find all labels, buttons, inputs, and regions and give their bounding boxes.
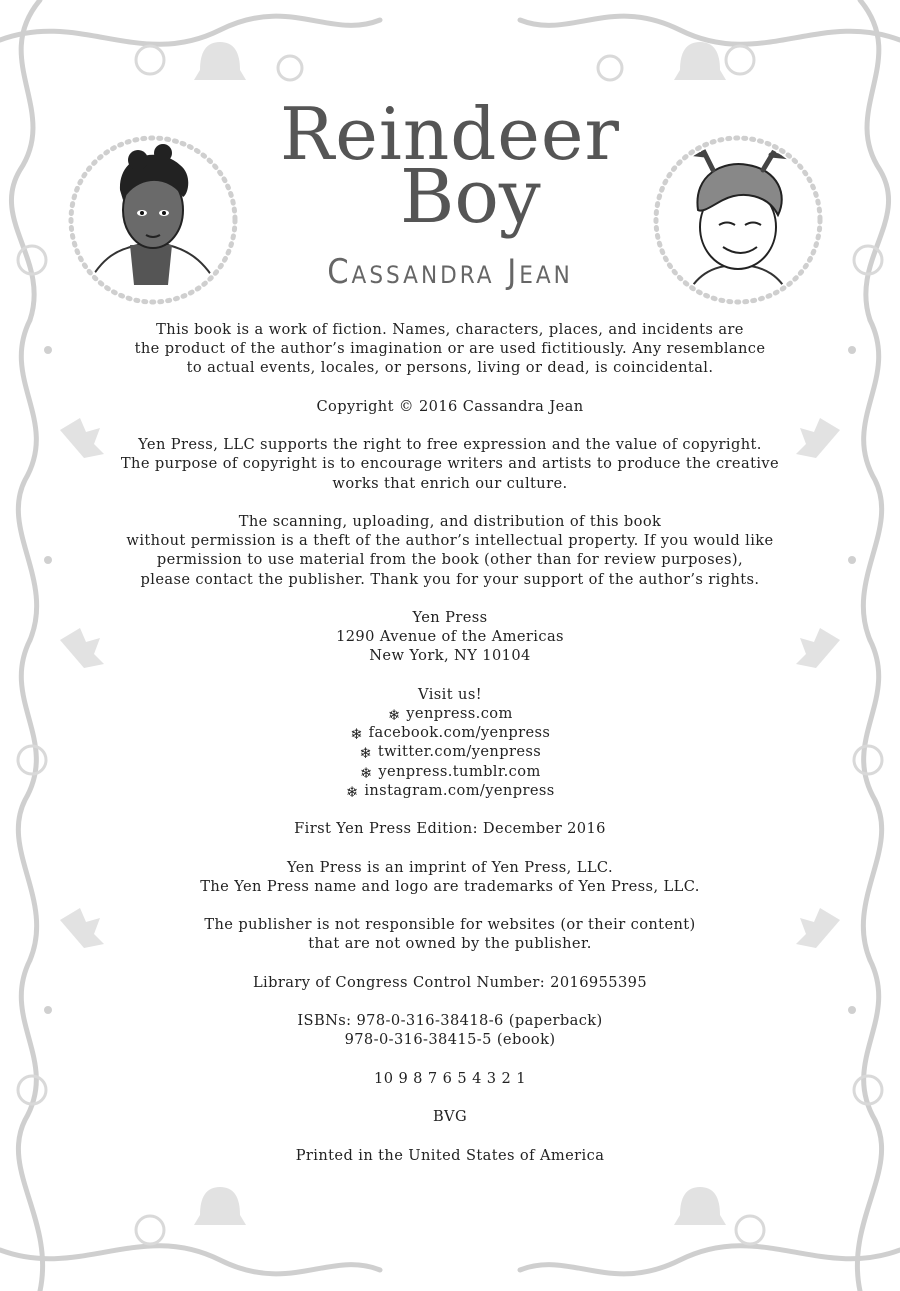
isbn-block <box>100 1011 800 1049</box>
text-line: Printed in the United States of America <box>295 1146 605 1164</box>
text-line: This book is a work of fiction. Names, characters, places, and incidents are <box>156 321 744 338</box>
reindeer-boy-portrait <box>653 135 823 305</box>
imprint-statement <box>100 858 800 896</box>
snowflake-icon: ❄ <box>350 726 363 744</box>
social-link-facebook[interactable] <box>100 723 800 742</box>
social-link-tumblr[interactable] <box>100 762 800 781</box>
text-line: Copyright © 2016 Cassandra Jean <box>316 397 584 415</box>
publisher-address <box>100 608 800 666</box>
book-title-line-2: Boy <box>400 154 541 240</box>
scanning-statement <box>100 512 800 589</box>
text-line: the product of the author’s imagination or are used fictitiously. Any resemblance <box>134 340 766 358</box>
copyright-line <box>100 397 800 416</box>
text-line: Yen Press is an imprint of Yen Press, LLC. <box>286 858 614 876</box>
edition-line <box>100 819 800 838</box>
text-line: Yen Press, LLC supports the right to free expression and the value of copyright. <box>138 436 762 454</box>
printer-code <box>100 1107 800 1126</box>
snowflake-icon: ❄ <box>345 783 359 801</box>
link-text: twitter.com/yenpress <box>377 743 542 761</box>
copyright-notice <box>100 320 800 1184</box>
social-link-instagram[interactable] <box>100 781 800 800</box>
text-line: without permission is a theft of the author’s intellectual property. If you would like <box>126 532 774 550</box>
text-line: please contact the publisher. Thank you for your support of the author’s rights. <box>140 570 760 588</box>
text-line: Library of Congress Control Number: 2016955395 <box>252 973 648 991</box>
text-line: First Yen Press Edition: December 2016 <box>294 820 606 838</box>
responsibility-statement <box>100 915 800 953</box>
text-line: Yen Press <box>412 608 488 626</box>
printing-line <box>100 1069 800 1088</box>
author-name: Cassandra Jean <box>327 252 573 292</box>
text-line: works that enrich our culture. <box>332 474 568 492</box>
printed-in-line <box>100 1146 800 1165</box>
link-text: instagram.com/yenpress <box>364 781 555 799</box>
heroine-portrait <box>68 135 238 305</box>
book-title-line-1: Reindeer <box>280 92 620 176</box>
isbn-ebook: 978-0-316-38415-5 (ebook) <box>344 1031 556 1049</box>
text-line: that are not owned by the publisher. <box>308 935 592 953</box>
visit-us-label: Visit us! <box>418 685 482 703</box>
social-link-twitter[interactable] <box>100 742 800 761</box>
social-link-website[interactable] <box>100 704 800 723</box>
text-line: BVG <box>432 1108 468 1126</box>
free-expression-statement <box>100 435 800 493</box>
text-line: to actual events, locales, or persons, living or dead, is coincidental. <box>186 359 714 377</box>
social-links <box>100 685 800 800</box>
text-line: The scanning, uploading, and distribution of this book <box>238 512 662 530</box>
snowflake-icon: ❄ <box>387 706 401 724</box>
snowflake-icon: ❄ <box>359 745 373 763</box>
link-text: yenpress.com <box>406 704 513 722</box>
text-line: The Yen Press name and logo are trademarks of Yen Press, LLC. <box>200 877 700 895</box>
book-title-block <box>270 92 630 302</box>
text-line: 1290 Avenue of the Americas <box>336 628 564 646</box>
isbn-paperback: ISBNs: 978-0-316-38418-6 (paperback) <box>297 1012 603 1030</box>
text-line: 10 9 8 7 6 5 4 3 2 1 <box>374 1069 526 1087</box>
text-line: permission to use material from the book (other than for review purposes), <box>156 551 744 569</box>
snowflake-icon: ❄ <box>359 764 373 782</box>
link-text: facebook.com/yenpress <box>368 724 551 742</box>
link-text: yenpress.tumblr.com <box>378 762 541 780</box>
text-line: The purpose of copyright is to encourage writers and artists to produce the creative <box>120 455 780 473</box>
fiction-disclaimer <box>100 320 800 378</box>
text-line: New York, NY 10104 <box>369 647 531 665</box>
text-line: The publisher is not responsible for websites (or their content) <box>204 916 696 934</box>
lccn-line <box>100 973 800 992</box>
